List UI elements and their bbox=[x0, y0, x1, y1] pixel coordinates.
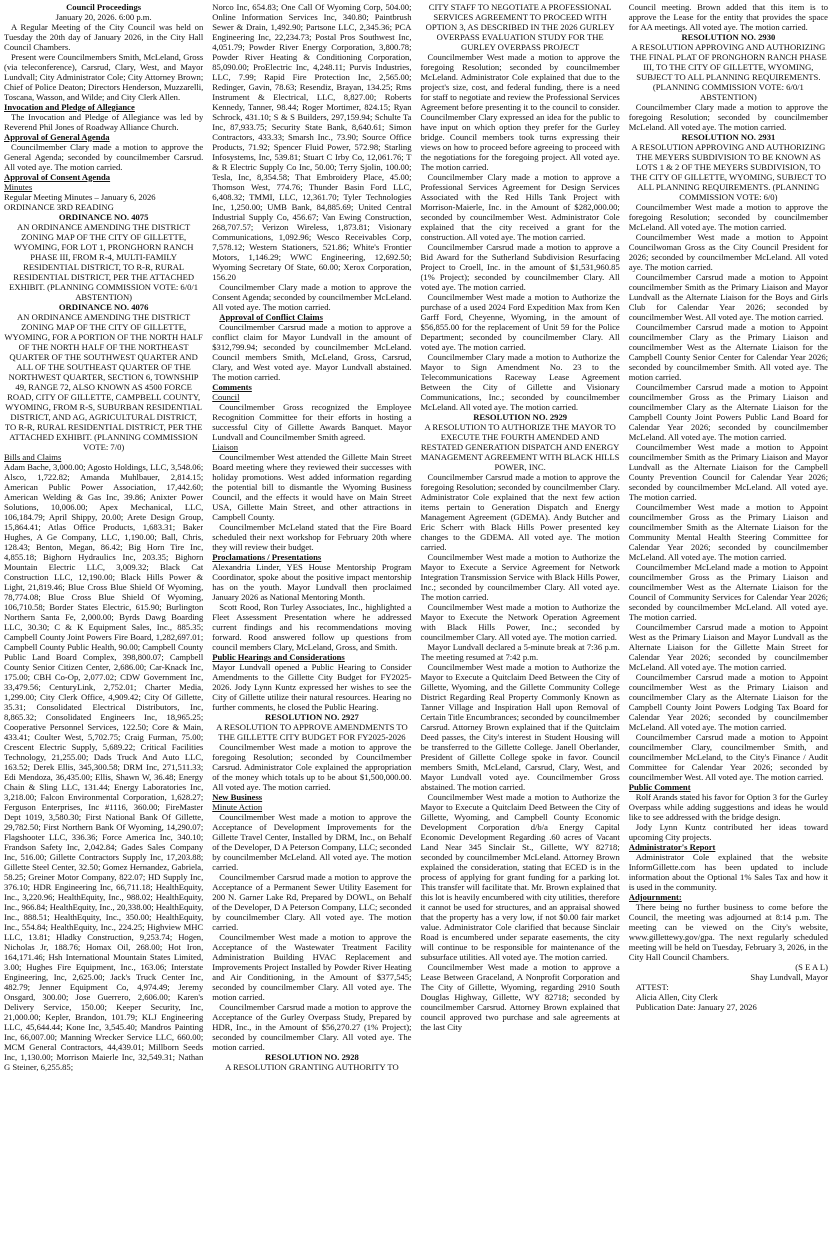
paragraph: Councilmember Gross recognized the Employee Recognition Committee for their efforts in hosting a successful City of Gillette Awards Banquet. Mayor Lundvall and Councilmember Smith agreed. bbox=[212, 402, 412, 442]
paragraph: ORDINANCE 3RD READING bbox=[4, 202, 114, 212]
paragraph: New Business bbox=[212, 792, 263, 802]
paragraph: AN ORDINANCE AMENDING THE DISTRICT ZONING MAP OF THE CITY OF GILLETTE, WYOMING, FOR A PORTION OF THE NORTH HALF OF THE NORTH HALF OF THE NORTHEAST QUARTER OF THE SOUTHWEST QUARTER AND ALL OF THE SOUTHEAST QUARTER OF THE NORTHWEST QUARTER, SECTION 6, TOWNSHIP 49, RANGE 72, ALSO KNOWN AS 4500 FORCE ROAD, CITY OF GILLETTE, CAMPBELL COUNTY, WYOMING, FROM R-S, SUBURBAN RESIDENTIAL DISTRICT, AND AG, AGRICULTURAL DISTRICT, TO R-R, RURAL RESIDENTIAL DISTRICT, PER THE ATTACHED EXHIBIT. (PLANNING COMMISSION VOTE: 7/0) bbox=[4, 312, 203, 452]
paragraph: Rolf Arands stated his favor for Option 3 for the Gurley Overpass while adding suggestions and ideas he would like to see addressed with the bridge design. bbox=[628, 792, 828, 822]
paragraph: Councilmember West attended the Gillette Main Street Board meeting where they reviewed their successes with holiday promotions. West added information regarding the potential bill to dismantle the Wyoming Business Council, and the effects it would have on Main Street USA, Gillette Main Street, and other attractions in Campbell County. bbox=[212, 452, 412, 522]
column-1 bbox=[4, 2, 203, 1247]
paragraph: Regular Meeting Minutes – January 6, 2026 bbox=[4, 192, 156, 202]
paragraph: Councilmember Carsrud made a motion to Appoint West as the Primary Liaison and Mayor Lundvall as the Alternate Liaison for the Gillette Main Street for Calendar Year 2026; seconded by councilmember McLeland. All voted aye. The motion carried. bbox=[628, 622, 828, 672]
paragraph: ORDINANCE NO. 4075 bbox=[58, 212, 149, 222]
paragraph: Councilmember Carsrud made a motion to approve the Acceptance of a Permanent Sewer Utility Easement for 200 N. Garner Lake Rd, Prepared by DOWL, on Behalf of the Developer, D A Peterson Company, LLC; seconded by councilmember Clary. All voted aye. The motion carried. bbox=[212, 872, 412, 932]
paragraph: Present were Councilmembers Smith, McLeland, Gross (via teleconference), Carsrud, Clary, West, and Mayor Lundvall; City Administrator Cole; City Attorney Brown; Chief of Police Deaton; Directors Henderson, Muzzarelli, Toscana, Wasson, and Wilde; and City Clerk Allen. bbox=[4, 52, 204, 102]
paragraph: Councilmember Clary made a motion to approve the foregoing Resolution; seconded by councilmember McLeland. All voted aye. The motion carried. bbox=[628, 102, 828, 132]
paragraph: Public Comment bbox=[628, 782, 691, 792]
paragraph: A RESOLUTION APPROVING AND AUTHORIZING THE MEYERS SUBDIVISION TO BE KNOWN AS LOTS 1 & 2 OF THE MEYERS SUBDIVISION, TO THE CITY OF GILLETTE, WYOMING, SUBJECT TO ALL PLANNING REQUIREMENTS. (PLANNING COMMISSION VOTE: 6/0) bbox=[630, 142, 827, 202]
paragraph: Councilmember Clary made a motion to approve a Professional Services Agreement for Design Services Associated with the Red Hills Tank Project with Morrison-Maierle, Inc. in the Amount of $282,000.00; seconded by councilmember West. Administrator Cole explained that the city received a grant for the construction. All voted aye. The motion carried. bbox=[420, 172, 620, 242]
paragraph: Public Hearings and Considerations bbox=[212, 652, 345, 662]
paragraph: Jody Lynn Kuntz contributed her ideas toward upcoming City projects. bbox=[628, 822, 828, 842]
paragraph: Councilmember Clary made a motion to approve the General Agenda; seconded by councilmember Carsrud. All voted aye. The motion carried. bbox=[4, 142, 204, 172]
paragraph: Proclamations / Presentations bbox=[212, 552, 322, 562]
column-2 bbox=[212, 2, 411, 1247]
paragraph: Councilmember Clary made a motion to approve the Consent Agenda; seconded by councilmember McLeland. All voted aye. The motion carried. bbox=[212, 282, 412, 312]
paragraph: Councilmember West made a motion to Authorize the Mayor to Execute a Service Agreement for Network Integration Transmission Service with Black Hills Power, Inc.; seconded by councilmember Clary. All voted aye. The motion carried. bbox=[420, 552, 620, 602]
paragraph: Alexandria Linder, YES House Mentorship Program Coordinator, spoke about the positive impact mentorship has on the youth. Mayor Lundvall then proclaimed January 2026 as National Mentoring Month. bbox=[212, 562, 412, 602]
paragraph: Councilmember West made a motion to approve the foregoing Resolution; seconded by councilmember McLeland. All voted aye. The motion carried. bbox=[628, 202, 828, 232]
paragraph: Councilmember West made a motion to approve the foregoing Resolution; seconded by councilmember McLeland. Administrator Cole explained that due to the project's size, cost, and federal funding, there is a need for staff to negotiate and review the Professional Services Agreement before presenting it to the council to consider. Councilmember Clary expressed an idea for the public to have input on which option they prefer for the Gurley bridge. Council members took turns expressing their views on how to proceed before agreeing to proceed with the negotiations for the foregoing project. All voted aye. The motion carried. bbox=[420, 52, 620, 172]
column-4 bbox=[629, 2, 828, 1247]
paragraph: RESOLUTION NO. 2927 bbox=[264, 712, 359, 722]
paragraph: There being no further business to come before the Council, the meeting was adjourned at 8:14 p.m. The meeting can be viewed on the City's website, www.gillettewy.gov/gpa. The next regularly scheduled meeting will be held on Tuesday, February 3, 2026, in the City Hall Council Chambers. bbox=[628, 902, 828, 962]
paragraph: A RESOLUTION TO APPROVE AMENDMENTS TO THE GILLETTE CITY BUDGET FOR FY2025-2026 bbox=[216, 722, 408, 742]
paragraph: Bills and Claims bbox=[4, 452, 62, 462]
paragraph: Council meeting. Brown added that this item is to approve the Lease for the entity that provides the space for AA meetings. All voted aye. The motion carried. bbox=[628, 2, 828, 32]
paragraph: Scott Rood, Ron Turley Associates, Inc., highlighted a Fleet Assessment Presentation where he addressed current findings and his recommendations moving forward. Rood answered follow up questions from council members Clary, McLeland, Gross, and Smith. bbox=[212, 602, 412, 652]
paragraph: Liaison bbox=[212, 442, 239, 452]
paragraph: Councilmember Clary made a motion to Authorize the Mayor to Sign Amendment No. 23 to the Telecommunications Raceway Lease Agreement Between the City of Gillette and Visionary Communications, Inc.; seconded by councilmember McLeland. All voted aye. The motion carried. bbox=[420, 352, 620, 412]
paragraph: Councilmember Carsrud made a motion to approve the Acceptance of the Gurley Overpass Study, Prepared by HDR, Inc., in the Amount of $56,270.27 (1% Project); seconded by councilmember Clary. All voted aye. The motion carried. bbox=[212, 1002, 412, 1052]
paragraph: A RESOLUTION GRANTING AUTHORITY TO bbox=[225, 1062, 399, 1072]
paragraph: RESOLUTION NO. 2930 bbox=[681, 32, 776, 42]
paragraph: Councilmember Carsrud made a motion to Appoint councilmember Clary, councilmember Smith, and councilmember McLeland, to the City's Finance / Audit Committee for Calendar Year 2026; seconded by councilmember West. All voted aye. The motion carried. bbox=[628, 732, 828, 782]
paragraph: ATTEST: bbox=[635, 982, 669, 992]
column-3 bbox=[421, 2, 620, 1247]
paragraph: Approval of General Agenda bbox=[4, 132, 110, 142]
paragraph: Councilmember Carsrud made a motion to Appoint councilmember Clary as the Primary Liaison and councilmember West as the Alternate Liaison for the Campbell County Senior Center for Calendar Year 2026; seconded by councilmember Smith. All voted aye. The motion carried. bbox=[628, 322, 828, 382]
paragraph: Publication Date: January 27, 2026 bbox=[635, 1002, 757, 1012]
paragraph: Councilmember Carsrud made a motion to approve a Bid Award for the Sutherland Subdivision Resurfacing Project to Croell, Inc. in the amount of $1,531,960.85 (1% Project); seconded by councilmember Clary. All voted aye. The motion carried. bbox=[420, 242, 620, 292]
paragraph: RESOLUTION NO. 2928 bbox=[264, 1052, 359, 1062]
paragraph: Mayor Lundvall opened a Public Hearing to Consider Amendments to the Gillette City Budget for FY2025-2026. Jody Lynn Kuntz expressed her wishes to see the City of Gillette utilize their natural resources. Hearing no further comments, he closed the Public Hearing. bbox=[212, 662, 412, 712]
paragraph: Comments bbox=[212, 382, 252, 392]
paragraph: Councilmember Carsrud made a motion to Appoint councilmember Gross as the Primary Liaison and councilmember Clary as the Alternate Liaison for the Campbell County Joint Powers Public Land Board for Calendar Year 2026; seconded by councilmember McLeland. All voted aye. The motion carried. bbox=[628, 382, 828, 442]
paragraph: ORDINANCE NO. 4076 bbox=[58, 302, 149, 312]
paragraph: Councilmember West made a motion to Appoint Councilwoman Gross as the City Council President for 2026; seconded by councilmember McLeland. All voted aye. The motion carried. bbox=[628, 232, 828, 272]
paragraph: Council Proceedings bbox=[66, 2, 142, 12]
paragraph: January 20, 2026. 6:00 p.m. bbox=[55, 12, 152, 22]
paragraph: Minutes bbox=[4, 182, 33, 192]
paragraph: Councilmember West made a motion to approve the Acceptance of the Wastewater Treatment Facility Administration Building HVAC Replacement and Improvements Project Installed by Powder River Heating and Air Conditioning, in the Amount of $377,545; seconded by councilmember Clary. All voted aye. The motion carried. bbox=[212, 932, 412, 1002]
paragraph: Councilmember West made a motion to Authorize the Mayor to Execute a Quitclaim Deed Between the City of Gillette, Wyoming, and the Gillette Community College District Regarding Real Property Commonly Known as Tanner Village and Inspiration Hall upon Removal of Certain Title Encumbrances; seconded by councilmember Carsrud. Attorney Brown explained that if the Quitclaim Deed passes, the City's interest in Student Housing will be transferred to the Gillette College. Janell Oberlander, President of Gillette College spoke in favor. Council members Smith, McLeland, Carsrud, Clary, West, and Mayor Lundvall voted aye. Councilmember Gross abstained. The motion carried. bbox=[420, 662, 620, 792]
paragraph: (S E A L) bbox=[795, 962, 828, 972]
paragraph: Alicia Allen, City Clerk bbox=[635, 992, 718, 1002]
paragraph: Councilmember West made a motion to approve the foregoing Resolution; seconded by Councilmember Carsrud. Administrator Cole explained the appropriation of the money which totals up to be about $1,500,000.00. All voted aye. The motion carried. bbox=[212, 742, 412, 792]
paragraph: RESOLUTION NO. 2929 bbox=[473, 412, 568, 422]
paragraph: Administrator Cole explained that the website InformGillette.com has been updated to include information about the Optional 1% Sales Tax and how it is used in the community. bbox=[628, 852, 828, 892]
paragraph: Administrator's Report bbox=[628, 842, 716, 852]
paragraph: Adjournment: bbox=[628, 892, 682, 902]
paragraph: Councilmember West made a motion to approve the Acceptance of Development Improvements for the Gillette Travel Center, Installed by DRM, Inc., on Behalf of the Developer, D A Peterson Company, LLC; seconded by councilmember McLeland. All voted aye. The motion carried. bbox=[212, 812, 412, 872]
paragraph: Council bbox=[212, 392, 240, 402]
paragraph: Councilmember West made a motion to Authorize the purchase of a used 2024 Ford Expedition Max from Ken Garff Ford, Cheyenne, Wyoming, in the amount of $56,855.00 for the replacement of Unit 59 for the Police Department; seconded by councilmember Clary. All voted aye. The motion carried. bbox=[420, 292, 620, 352]
paragraph: Councilmember West made a motion to approve a Lease Between Graceland, A Nonprofit Corporation and The City of Gillette, Wyoming, regarding 2910 South Douglas Highway, Gillette, WY 82718; seconded by councilmember Carsrud. Attorney Brown explained that council approved two purchase and sale agreements at the last City bbox=[420, 962, 620, 1032]
paragraph: A Regular Meeting of the City Council was held on Tuesday the 20th day of January 2026, in the City Hall Council Chambers. bbox=[4, 22, 204, 52]
paragraph: AN ORDINANCE AMENDING THE DISTRICT ZONING MAP OF THE CITY OF GILLETTE, WYOMING, FOR LOT 1, PRONGHORN RANCH PHASE III, FROM R-4, MULTI-FAMILY RESIDENTIAL DISTRICT, TO R-R, RURAL RESIDENTIAL DISTRICT, PER THE ATTACHED EXHIBIT. (PLANNING COMMISSION VOTE: 6/0/1 ABSTENTION) bbox=[9, 222, 199, 302]
paragraph: Councilmember West made a motion to Authorize the Mayor to Execute a Quitclaim Deed Between the City of Gillette, Wyoming, and Campbell County Economic Development Corporation d/b/a Energy Capital Economic Development Regarding .60 acres of Vacant Land Near 345 Sinclair St., Gillette, WY 82718; seconded by councilmember McLeland. Attorney Brown explained the consideration, stating that ECED is in the process of applying for grant funding for a parking lot. This transfer will facilitate that. Mr. Brown explained that this lot is heavily encumbered with city utilities, therefore it cannot be used for structures, and an appraisal showed that the property has a very low, if not $0.00 fair market value. Administrator Cole clarified that because Sinclair Road is encumbered under separate easements, the city will continue to be responsible for maintenance of the subsurface utilities. All voted aye. The motion carried. bbox=[420, 792, 620, 962]
paragraph: Councilmember Carsrud made a motion to approve the foregoing Resolution; seconded by councilmember Clary. Administrator Cole explained that the next few action items pertain to Generation Dispatch and Energy Management Agreement (GDEMA). Andy Butcher and Eric Scherr with Black Hills Power presented key changes to the GDEMA. All voted aye. The motion carried. bbox=[420, 472, 620, 552]
paragraph: Councilmember West made a motion to Appoint councilmember Gross as the Primary Liaison and councilmember Smith as the Alternate Liaison for the Community Mental Health Steering Committee for Calendar Year 2026; seconded by councilmember McLeland. All voted aye. The motion carried. bbox=[628, 502, 828, 562]
paragraph: Approval of Consent Agenda bbox=[4, 172, 111, 182]
paragraph: A RESOLUTION TO AUTHORIZE THE MAYOR TO EXECUTE THE FOURTH AMENDED AND RESTATED GENERATION DISPATCH AND ENERGY MANAGEMENT AGREEMENT WITH BLACK HILLS POWER, INC. bbox=[420, 422, 620, 472]
paragraph: Councilmember Carsrud made a motion to Appoint councilmember Smith as the Primary Liaison and Mayor Lundvall as the Alternate Liaison for the Boys and Girls Club for Calendar Year 2026; seconded by councilmember West. All voted aye. The motion carried. bbox=[628, 272, 828, 322]
paragraph: Councilmember West made a motion to Appoint councilmember Smith as the Primary Liaison and Mayor Lundvall as the Alternate Liaison for the Campbell County Prevention Council for Calendar Year 2026; seconded by councilmember McLeland. All voted aye. The motion carried. bbox=[628, 442, 828, 502]
paragraph: The Invocation and Pledge of Allegiance was led by Reverend Phil Jones of Roadway Alliance Church. bbox=[4, 112, 204, 132]
paragraph: Minute Action bbox=[212, 802, 263, 812]
paragraph: Invocation and Pledge of Allegiance bbox=[4, 102, 135, 112]
paragraph: RESOLUTION NO. 2931 bbox=[681, 132, 776, 142]
paragraph: Shay Lundvall, Mayor bbox=[750, 972, 828, 982]
paragraph: Councilmember McLeland stated that the Fire Board scheduled their next workshop for February 20th where they will review their budget. bbox=[212, 522, 412, 552]
paragraph: Councilmember Carsrud made a motion to approve a conflict claim for Mayor Lundvall in the amount of $312,799.94; seconded by councilmember McLeland. Council members Smith, McLeland, Gross, Carsrud, Clary, and West voted aye. Mayor Lundvall abstained. The motion carried. bbox=[212, 322, 412, 382]
paragraph: Approval of Conflict Claims bbox=[219, 312, 323, 322]
paragraph: Councilmember McLeland made a motion to Appoint councilmember Gross as the Primary Liaison and councilmember West as the Alternate Liaison for the Council of Community Services for Calendar Year 2026; seconded by councilmember McLeland. All voted aye. The motion carried. bbox=[628, 562, 828, 622]
paragraph: Councilmember Carsrud made a motion to Appoint councilmember West as the Primary Liaison and councilmember Clary as the Alternate Liaison for the Campbell County Joint Powers Lodging Tax Board for Calendar Year 2026; seconded by councilmember McLeland. All voted aye. The motion carried. bbox=[628, 672, 828, 732]
paragraph: A RESOLUTION APPROVING AND AUTHORIZING THE FINAL PLAT OF PRONGHORN RANCH PHASE III, TO THE CITY OF GILLETTE, WYOMING, SUBJECT TO ALL PLANNING REQUIREMENTS. (PLANNING COMMISSION VOTE: 6/0/1 ABSTENTION) bbox=[630, 42, 827, 102]
paragraph: Councilmember West made a motion to Authorize the Mayor to Execute the Network Operation Agreement with Black Hills Power, Inc.; seconded by councilmember Clary. All voted aye. The motion carried. bbox=[420, 602, 620, 642]
paragraph: Norco Inc, 654.83; One Call Of Wyoming Corp, 504.00; Online Information Services Inc, 340.80; Paintbrush Sewer & Drain, 1,492.90; Partsone LLC, 2,345.36; PCA Engineering Inc, 22,234.73; Postal Pros Southwest Inc, 4,051.79; Powder River Energy Corporation, 3,800.78; Powder River Heating & Conditioning Corporation, 85,090.00; ProElectric Inc, 4,248.11; Purvis Industries, LLC, 7.99; Rapid Fire Protection Inc, 2,565.00; Redinger, Gavin, 78.63; Resendiz, Brayan, 134.25; Rms Instrument & Electrical, LLC, 8,827.00; Roberts Kennedy, Tanner, 98.44; Roger Mortimer, 824.15; Ryan Schrock, 431.10; S & S Builders, 297,159.94; Schulte Ta Inc, 87,933.75; Security State Bank, 8,640.61; Simon Contractors, 433.33; Smarsh Inc., 73.90; Source Office Products, 71.92; Spencer Fluid Power, 572.98; Starling Infosystems, Inc, 539.81; Stuart C Irby Co, 12,061.76; T & R Electric Supply Co Inc, 50.00; Terry Sjolin, 100.00; Tesla, Inc, 8,354.58; That Embroidery Place, 45.00; Thomson West, 774.76; Thunder Basin Ford LLC, 6,408.32; TMMI, LLC, 12,361.70; Tyler Technologies Inc, 1,250.00; UMB Bank, 84,885.69; United Central Industrial Supply Co, 456.67; Van Ewing Construction, 268,707.57; Verizon Wireless, 1,873.81; Visionary Communications, 1,092.96; Wesco Receivables Corp, 7,578.12; Western Stationers, 521.86; White's Frontier Motors, 1,146.29; WWC Engineering, 12,692.50; Wyoming Secretary Of State, 60.00; Xerox Corporation, 156.20 bbox=[212, 2, 412, 282]
paragraph: Adam Bache, 3,000.00; Agosto Holdings, LLC, 3,548.06; Alsco, 1,722.82; Amanda Muhlbauer, 2,814.15; American Public Power Association, 17,442.60; American Welding & Gas Inc, 39.86; Anixter Power Solutions, 10,006.00; Apex Mechanical, LLC, 106,184.79; April Shippy, 20.00; Arete Design Group, 15,864.41; Atlas Office Products, 1,683.31; Baker Hughes, A Ge Company, LLC, 1,190.00; Ball, Chris, 128.43; Benton, Megan, 86.42; Big Horn Tire Inc, 4,855.18; Bighorn Hydraulics Inc, 203.35; Bighorn Mountain Electric LLC, 3,009.32; Black Cat Construction LLC, 12,190.00; Black Hills Power & Light, 21,819.46; Blue Cross Blue Shield Of Wyoming, 78,774.08; Blue Cross Blue Shield Of Wyoming, 106,710.58; Border States Electric, 615.90; Burlington Northern Santa Fe, 2,000.00; Byrds Dawg Boarding LLC, 30.30; C & K Equipment Sales, Inc., 885.35; Campbell County Joint Powers Fire Board, 1,282,697.01; Campbell County Public Health, 90.00; Campbell County Public Land Board Complex, 398,800.07; Campbell County Senior Citizen Center, 2,686.00; Car-Knack Inc, 175.00; CBH Co-Op, 2,077.02; CDW Government Inc, 33,479.56; CenturyLink, 2,752.01; Charter Media, 1,299.00; City Clerk Office, 4,909.42; City Of Gillette, 35.31; Consolidated Electrical Distributors, Inc, 8,865.32; Consolidated Engineers Inc, 18,965.25; Cooperative Personnel Services, 122.50; Core & Main, 433.41; Coulter West, 5,702.75; Craig Furman, 75.00; Crescent Electric Supply, 5,689.22; Critical Facilities Technology, 21,255.00; Dads Truck And Auto LLC, 163.52; Derek Ellis, 345,300.58; DRM Inc, 271,511.33; Edi Mendoza, 36,435.00; Ellis, Shawn W, 36.48; Energy Chain & Sling LLC, 131.44; Energy Laboratories Inc, 3,218.00; Falcon Environmental Corporation, 1,628.27; Ferguson Enterprises, Inc #1116, 360.00; FireMaster Dept 1019, 3,580.30; First National Bank Of Gillette, 29,782.50; First Northern Bank Of Wyoming, 14,290.07; Flagshooter LLC, 336.36; Force America Inc, 340.10; Frandson Safety Inc, 2,042.84; Gades Sales Company Inc, 516.00; Gillette Contractors Supply Inc, 17,203.88; Gillette Steel Center, 32.50; Gomez Hernandez, Gabriela, 58.25; Greiner Motor Company, 822.07; HD Supply Inc, 376.10; HDR Engineering Inc, 66,711.18; HealthEquity, Inc., 3,220.96; HealthEquity, Inc., 988.02; HealthEquity, Inc., 966.84; HealthEquity, Inc., 20,338.00; HealthEquity, Inc., 888.51; HealthEquity, Inc., 350.00; HealthEquity, Inc., 554.84; HealthEquity, Inc., 224.25; Highview MHC LLC, 13.81; Hladky Construction, 9,253.74; Hogen, Nicholas Jr, 188.76; Homax Oil, 268.00; Hot Iron, 164,171.46; Hsh International Mountain States Limited, 3.00; Hughes Fire Equipment, Inc., 163.06; Interstate Engineering, Inc, 2,625.00; Jack's Truck Center Inc, 482.79; Jenner Equipment Co, 4,974.49; Jeremy Onsgard, 300.00; Jose Guerrero, 2,606.00; Karen's Delivery Service, 150.00; Keeper Security, Inc, 21,000.00; Kepler, Brandon, 101.79; KLJ Engineering LLC, 45,644.44; Kone Inc, 3,545.40; Mandros Painting Inc, 66,007.00; Manning Wrecker Service LLC, 660.00; MCM General Contractors, 44,439.01; Millborn Seeds Inc, 1,130.00; Morrison Maierle Inc, 32,549.31; Nathan G Steiner, 6,255.85; bbox=[4, 462, 204, 1072]
paragraph: CITY STAFF TO NEGOTIATE A PROFESSIONAL SERVICES AGREEMENT TO PROCEED WITH OPTION 3, AS DESCRIBED IN THE 2026 GURLEY OVERPASS EVALUATION STUDY FOR THE GURLEY OVERPASS PROJECT bbox=[425, 2, 615, 52]
paragraph: Mayor Lundvall declared a 5-minute break at 7:36 p.m. The meeting resumed at 7:42 p.m. bbox=[420, 642, 620, 662]
